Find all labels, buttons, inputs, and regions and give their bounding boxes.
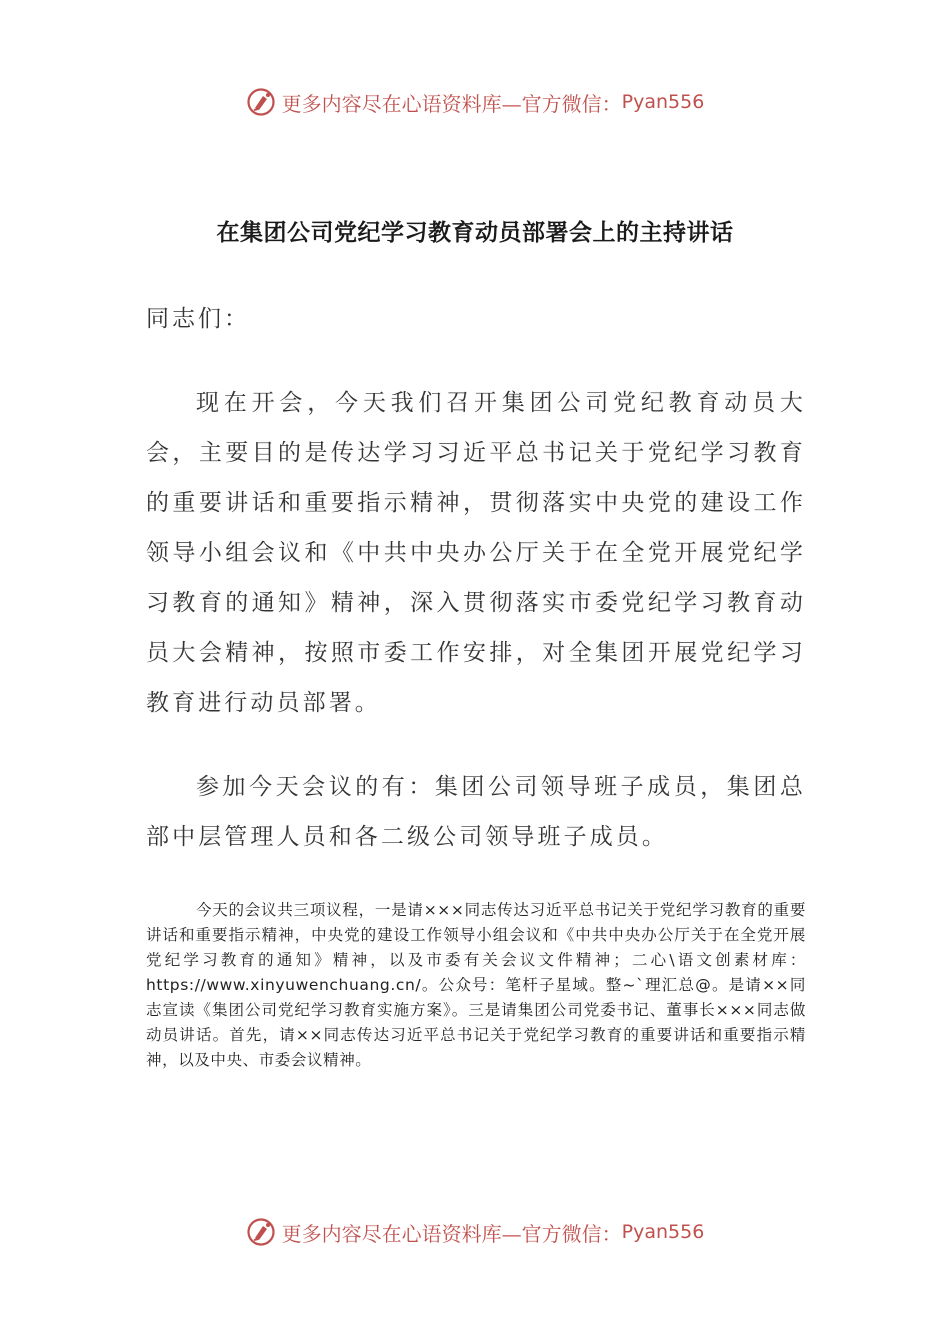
header-banner bbox=[0, 82, 950, 122]
salutation: 同志们： bbox=[146, 306, 250, 332]
banner-text: 更多内容尽在心语资料库—官方微信： bbox=[281, 91, 622, 116]
banner-wechat-id: Pyan556 bbox=[621, 1221, 705, 1243]
document-title: 在集团公司党纪学习教育动员部署会上的主持讲话 bbox=[216, 220, 734, 246]
pen-nib-logo-icon bbox=[246, 1217, 276, 1247]
banner-text: 更多内容尽在心语资料库—官方微信： bbox=[281, 1221, 622, 1246]
paragraph-opening: 现在开会，今天我们召开集团公司党纪教育动员大会，主要目的是传达学习习近平总书记关于党纪学习教育的重要讲话和重要指示精神，贯彻落实中央党的建设工作领导小组会议和《中共中央办公厅关于在全党开展党纪学习教育的通知》精神，深入贯彻落实市委党纪学习教育动员大会精神，按照市委工作安排，对全集团开展党纪学习教育进行动员部署。 bbox=[146, 390, 806, 716]
pen-nib-logo-icon bbox=[246, 87, 276, 117]
paragraph-attendees: 参加今天会议的有：集团公司领导班子成员，集团总部中层管理人员和各二级公司领导班子成员。 bbox=[146, 774, 806, 850]
banner-wechat-id: Pyan556 bbox=[621, 91, 705, 113]
paragraph-agenda: 今天的会议共三项议程，一是请×××同志传达习近平总书记关于党纪学习教育的重要讲话和重要指示精神，中央党的建设工作领导小组会议和《中共中央办公厅关于在全党开展党纪学习教育的通知》精神，以及市委有关会议文件精神；二心\语文创素材库：https://www.xinyuwenchuang.cn/。公众号：笔杆子星域。整~`理汇总@。是请××同志宣读《集团公司党纪学习教育实施方案》。三是请集团公司党委书记、董事长×××同志做动员讲话。首先，请××同志传达习近平总书记关于党纪学习教育的重要讲话和重要指示精神，以及中央、市委会议精神。 bbox=[146, 901, 806, 1069]
footer-banner bbox=[0, 1212, 950, 1252]
